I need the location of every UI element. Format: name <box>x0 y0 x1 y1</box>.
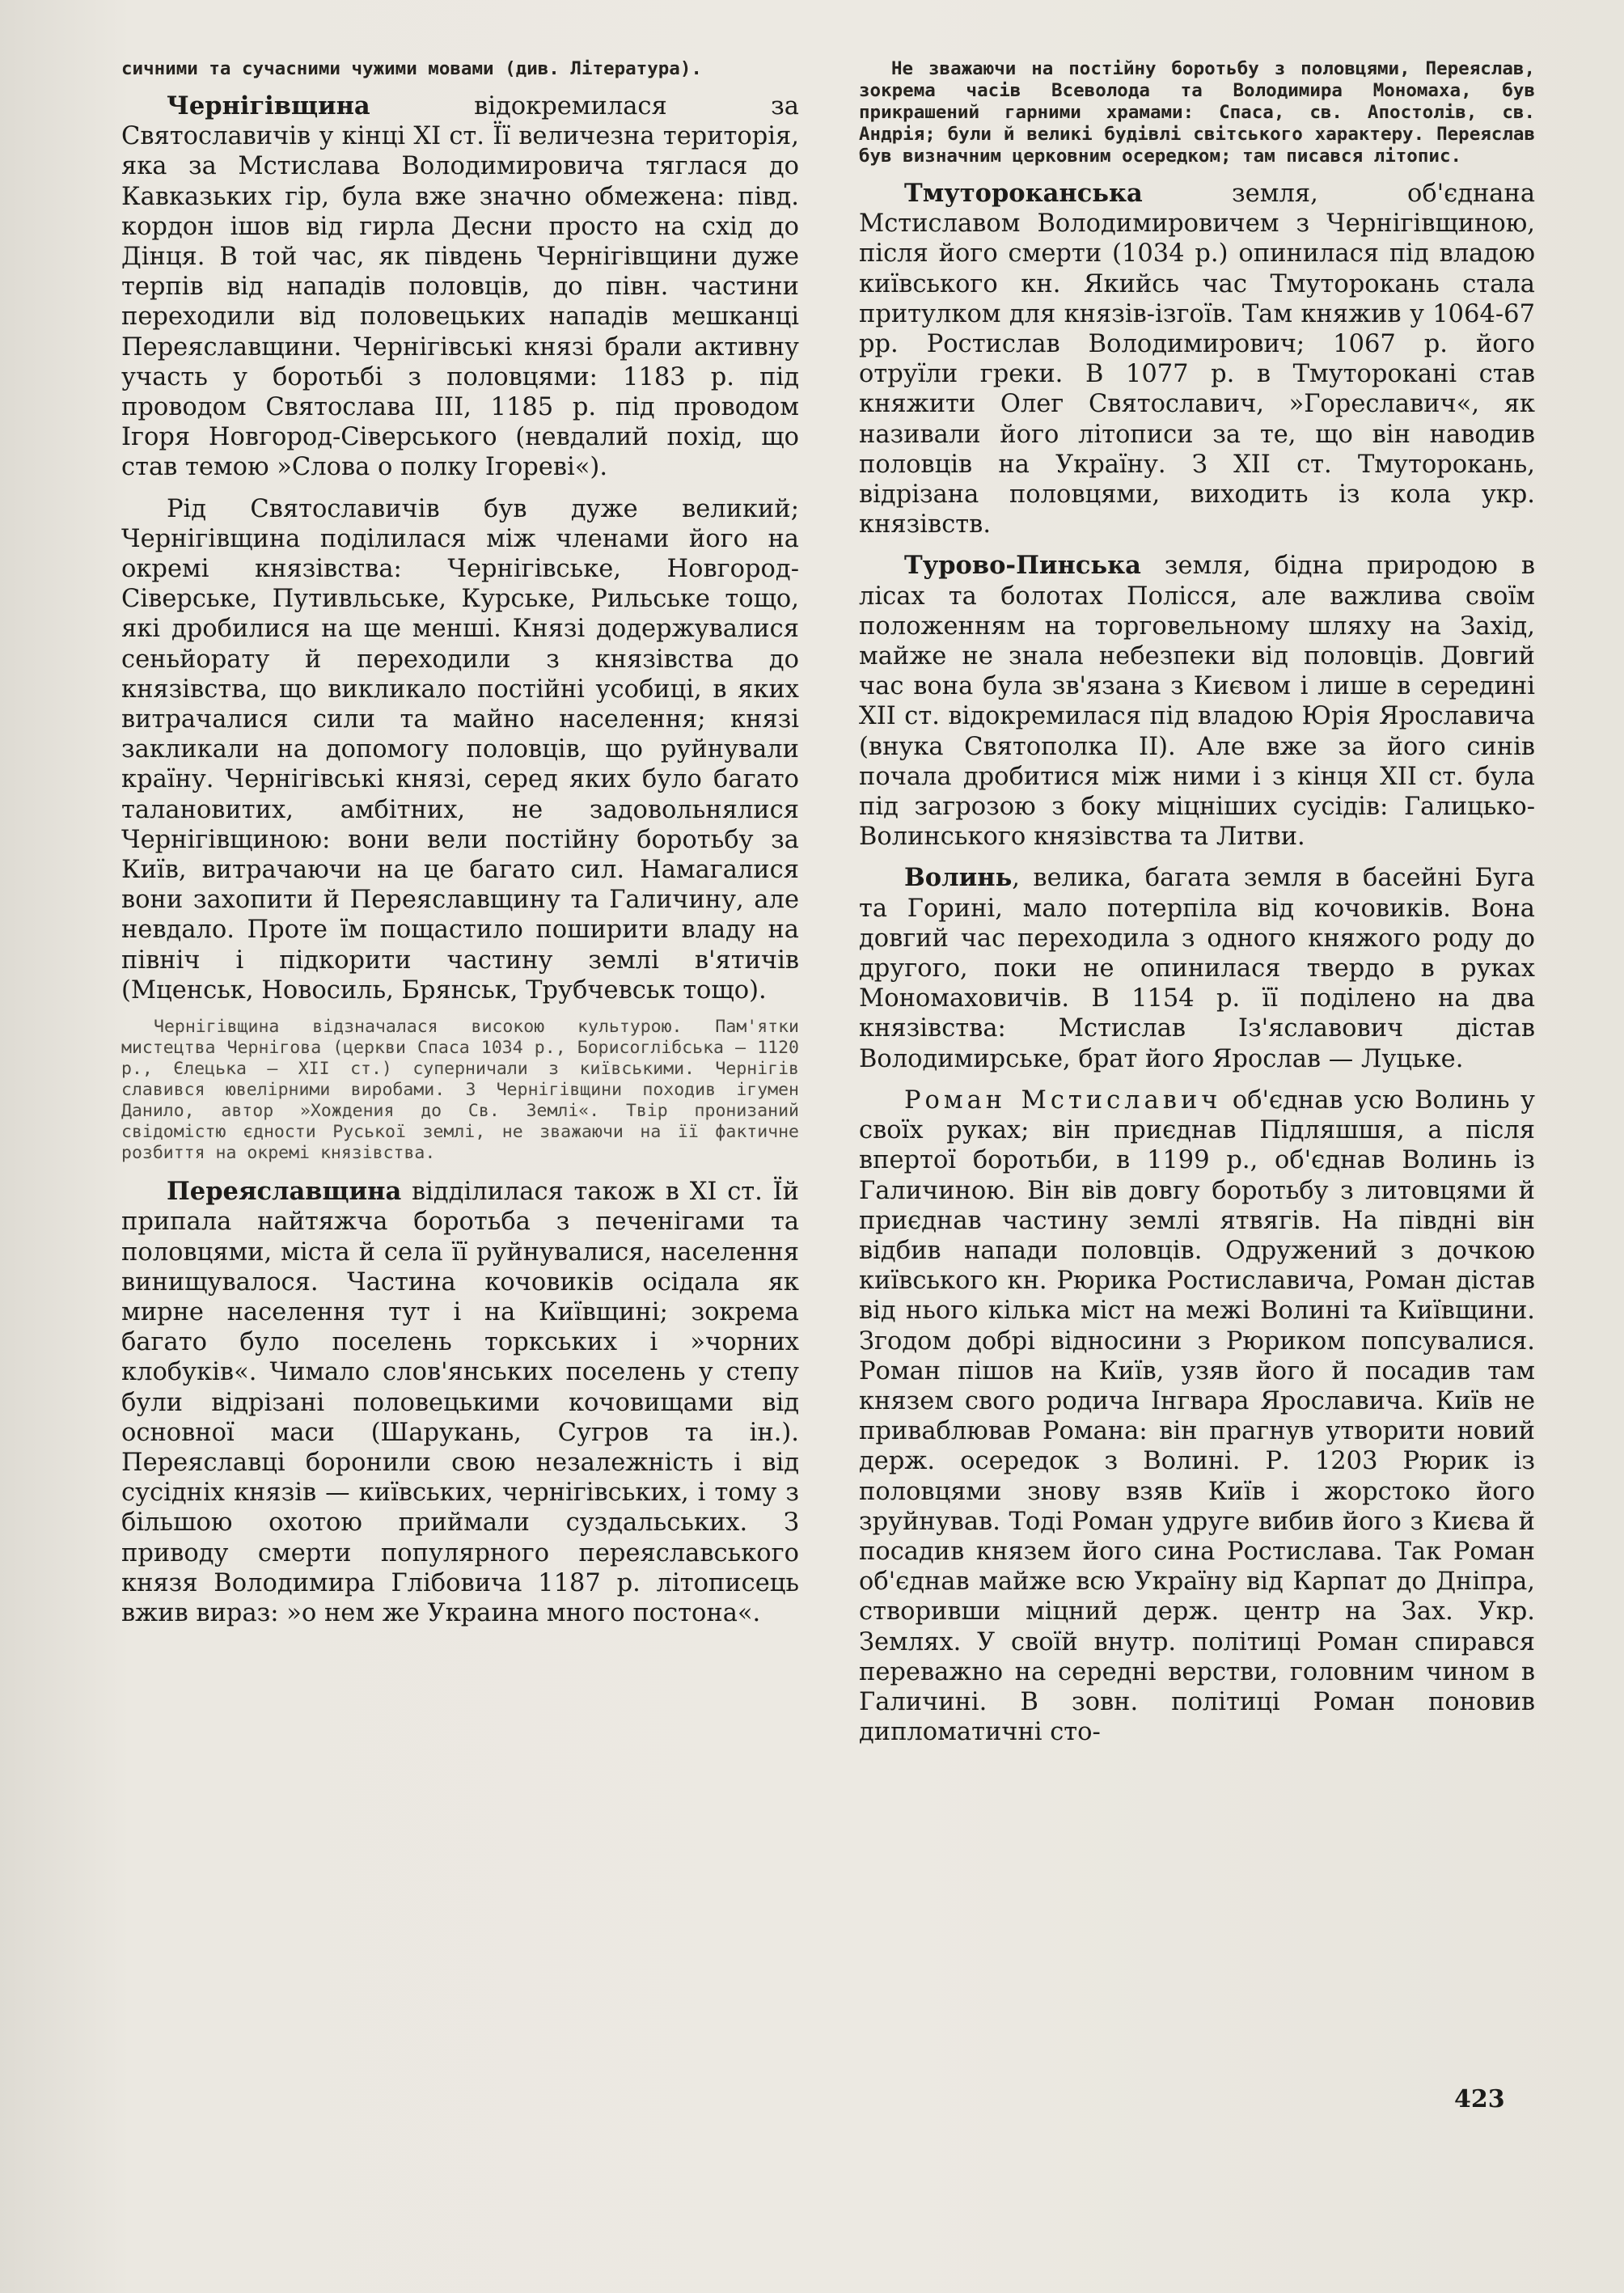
term-pereiaslavshchyna: Переяславщина <box>167 1177 402 1207</box>
term-roman-mstyslavych: Роман Мстиславич <box>904 1085 1222 1115</box>
paragraph-text: земля, об'єднана Мстиславом Володимировичем з Чернігівщиною, після його смерти (1034 р.) опинилася під владою київського кн. Якийсь час Тмуторокань стала притулком для князів-ізгоїв. Там княжив у 1064-67 рр. Ростислав Володимирович; 1067 р. його отруїли греки. В 1077 р. в Тмуторокані став княжити Олег Святославич, »Гореславич«, як називали його літописи за те, що він наводив половців на Україну. З XII ст. Тмуторокань, відрізана половцями, виходить із кола укр. князівств. <box>859 180 1535 539</box>
paragraph-text: земля, бідна природою в лісах та болотах Полісся, але важлива своїм положенням на торговельному шляху на Захід, майже не знала небезпеки від половців. Довгий час вона була зв'язана з Києвом і лише в середині XII ст. відокремилася під владою Юрія Ярославича (внука Святополка II). Але вже за його синів почала дробитися між ними і з кінця XII ст. була під загрозою з боку міцніших сусідів: Галицько-Волинського князівства та Литви. <box>859 552 1535 852</box>
paragraph-text: , велика, багата земля в басейні Буга та Горині, мало потерпіла від кочовиків. Вона довгий час переходила з одного княжого роду до другого, поки не опинилася твердо в руках Мономаховичів. В 1154 р. її поділено на два князівства: Мстислав Із'яславович дістав Володимирське, брат його Ярослав — Луцьке. <box>859 864 1535 1073</box>
paragraph-volyn <box>859 863 1535 1073</box>
paragraph-sviatoslavychi: Рід Святославичів був дуже великий; Чернігівщина поділилася між членами його на окремі князівства: Чернігівське, Новгород-Сіверське, Путивльське, Курське, Рильське тощо, які дробилися на ще менші. Князі додержувалися сеньйорату й переходили з князівства до князівства, що викликало постійні усобиці, в яких витрачалися сили та майно населення; князі закликали на допомогу половців, що руйнували країну. Чернігівські князі, серед яких було багато талановитих, амбітних, не задовольнялися Чернігівщиною: вони вели постійну боротьбу за Київ, витрачаючи на це багато сил. Намагалися вони захопити й Переяславщину та Галичину, але невдало. Проте їм пощастило поширити владу на північ і підкорити частину землі в'ятичів (Мценськ, Новосиль, Брянськ, Трубчевськ тощо). <box>121 494 799 1005</box>
page-number: 423 <box>1454 2085 1505 2113</box>
paragraph-tmutorokan <box>859 179 1535 539</box>
paragraph-chernihivshchyna <box>121 91 799 483</box>
right-column <box>859 58 1535 1758</box>
term-tmutorokan: Тмутороканська <box>904 179 1143 208</box>
paragraph-text: відділилася також в XI ст. Їй припала найтяжча боротьба з печенігами та половцями, міста й села її руйнувалися, населення винищувалося. Частина кочовиків осідала як мирне населення тут і на Київщині; зокрема багато було поселень торкських і »чорних клобуків«. Чимало слов'янських поселень у степу були відрізані половецькими кочовищами від основної маси (Шарукань, Сугров та ін.). Переяславці боронили свою незалежність і від сусідніх князів — київських, чернігівських, і тому з більшою охотою приймали суздальських. З приводу смерти популярного переяславського князя Володимира Глібовича 1187 р. літописець вжив вираз: »о нем же Украина много постона«. <box>121 1178 799 1627</box>
small-note-chernihiv-culture: Чернігівщина відзначалася високою культурою. Пам'ятки мистецтва Чернігова (церкви Спаса 1034 р., Борисоглібська — 1120 р., Єлецька — XII ст.) суперничали з київськими. Чернігів славився ювелірними виробами. З Чернігівщини походив ігумен Данило, автор »Хождения до Св. Землі«. Твір пронизаний свідомістю єдности Руської землі, не зважаючи на її фактичне розбиття на окремі князівства. <box>121 1017 799 1164</box>
term-chernihivshchyna: Чернігівщина <box>167 91 370 121</box>
term-turovo-pynska: Турово-Пинська <box>904 551 1141 581</box>
continuation-paragraph: сичними та сучасними чужими мовами (див. Література). <box>121 58 702 79</box>
paragraph-text: відокремилася за Святославичів у кінці XI ст. Її величезна територія, яка за Мстислава Володимировича тяглася до Кавказьких гір, була вже значно обмежена: півд. кордон ішов від гирла Десни просто на схід до Дінця. В той час, як південь Чернігівщини дуже терпів від нападів половців, до півн. частини переходили від половецьких нападів мешканці Переяславщини. Чернігівські князі брали активну участь у боротьбі з половцями: 1183 р. під проводом Святослава III, 1185 р. під проводом Ігоря Новгород-Сіверського (невдалий похід, що став темою »Слова о полку Ігореві«). <box>121 92 799 482</box>
paragraph-text: об'єднав усю Волинь у своїх руках; він приєднав Підляшшя, а після впертої боротьби, в 1199 р., об'єднав Волинь із Галичиною. Він вів довгу боротьбу з литовцями й приєднав частину землі ятвягів. На півдні він відбив напади половців. Одружений з дочкою київського кн. Рюрика Ростиславича, Роман дістав від нього кілька міст на межі Волині та Київщини. Згодом добрі відносини з Рюриком попсувалися. Роман пішов на Київ, узяв його й посадив там князем свого родича Інгвара Ярославича. Київ не приваблював Романа: він прагнув утворити новий держ. осередок з Волині. Р. 1203 Рюрик із половцями знову взяв Київ і жорстоко його зруйнував. Тоді Роман удруге вибив його з Києва й посадив князем його сина Ростислава. Так Роман об'єднав майже всю Україну від Карпат до Дніпра, створивши міцний держ. центр на Зах. Укр. Землях. У своїй внутр. політиці Роман спирався переважно на середні верстви, головним чином в Галичині. В зовн. політиці Роман поновив дипломатичні сто- <box>859 1085 1535 1747</box>
paragraph-pereiaslavshchyna <box>121 1177 799 1628</box>
left-column <box>121 58 799 1639</box>
paragraph-turovo-pynska <box>859 551 1535 852</box>
term-volyn: Волинь <box>904 863 1013 893</box>
paragraph-roman-mstyslavych <box>859 1085 1535 1747</box>
small-note-pereiaslav-churches: Не зважаючи на постійну боротьбу з половцями, Переяслав, зокрема часів Всеволода та Володимира Мономаха, був прикрашений гарними храмами: Спаса, св. Апостолів, св. Андрія; були й великі будівлі світського характеру. Переяслав був визначним церковним осередком; там писався літопис. <box>859 58 1535 167</box>
